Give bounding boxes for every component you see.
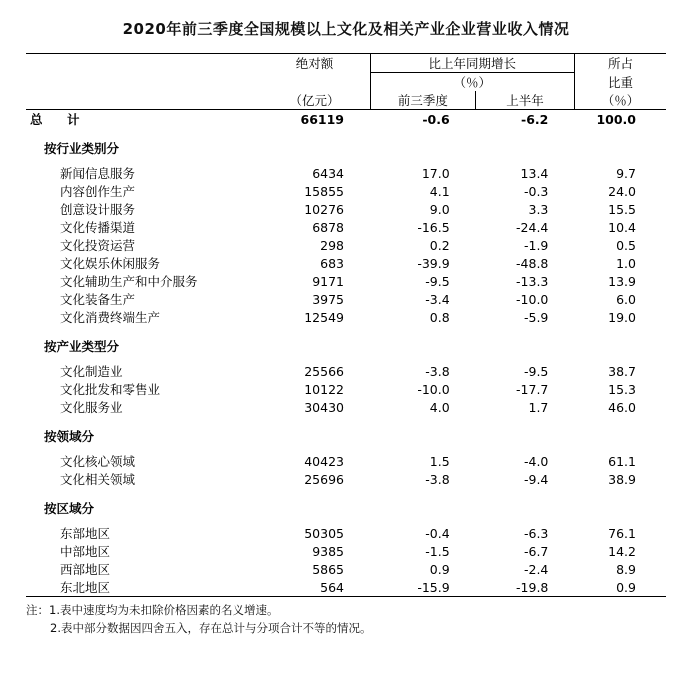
row-growth-q3: -0.4 [425, 525, 450, 541]
row-label: 新闻信息服务 [60, 166, 136, 181]
table-row [26, 164, 666, 182]
row-growth-h1: 3.3 [528, 201, 549, 217]
row-growth-h1: 1.7 [528, 399, 549, 415]
header-blank-cell-2 [26, 73, 259, 92]
row-growth-h1: -4.0 [524, 453, 549, 469]
row-label: 东北地区 [60, 580, 111, 595]
row-growth-h1: -24.4 [516, 219, 549, 235]
row-share: 13.9 [608, 273, 636, 289]
row-growth-q3: -3.8 [425, 471, 450, 487]
row-growth-h1: -13.3 [516, 273, 549, 289]
row-absolute: 9171 [312, 273, 344, 289]
table-row [26, 254, 666, 272]
row-growth-q3: 0.9 [429, 561, 450, 577]
row-growth-h1: -19.8 [516, 579, 549, 595]
row-label: 内容创作生产 [60, 184, 136, 199]
row-absolute: 30430 [304, 399, 344, 415]
table-row [26, 182, 666, 200]
row-growth-q3: -9.5 [425, 273, 450, 289]
row-growth-h1: -48.8 [516, 255, 549, 271]
row-growth-q3: -1.5 [425, 543, 450, 559]
row-share: 9.7 [616, 165, 636, 181]
total-row [26, 110, 666, 129]
header-growth-group: 比上年同期增长 [370, 54, 574, 73]
section-heading-row [26, 139, 666, 157]
row-label: 文化辅助生产和中介服务 [60, 274, 198, 289]
table-row [26, 380, 666, 398]
row-share: 61.1 [608, 453, 636, 469]
row-absolute: 10276 [304, 201, 344, 217]
table-header-row-1 [26, 54, 666, 73]
row-growth-h1: -9.5 [524, 363, 549, 379]
total-growth-q3: -0.6 [370, 110, 476, 129]
table-row [26, 542, 666, 560]
section-heading-row [26, 337, 666, 355]
note-line-2: 2.表中部分数据因四舍五入，存在总计与分项合计不等的情况。 [50, 620, 372, 635]
row-label: 文化娱乐休闲服务 [60, 256, 161, 271]
header-growth-q3: 前三季度 [370, 91, 476, 110]
table-header-row-2 [26, 73, 666, 92]
row-growth-q3: 0.2 [429, 237, 450, 253]
row-growth-q3: -39.9 [417, 255, 450, 271]
section-heading-row [26, 499, 666, 517]
row-growth-h1: -5.9 [524, 309, 549, 325]
row-growth-h1: -9.4 [524, 471, 549, 487]
row-share: 46.0 [608, 399, 636, 415]
row-growth-h1: -6.7 [524, 543, 549, 559]
row-growth-q3: -10.0 [417, 381, 450, 397]
row-growth-h1: -2.4 [524, 561, 549, 577]
spacer [26, 416, 666, 427]
table-row [26, 452, 666, 470]
header-growth-unit: （％） [370, 73, 574, 92]
row-label: 西部地区 [60, 562, 111, 577]
total-absolute: 66119 [259, 110, 370, 129]
row-label: 文化服务业 [60, 400, 123, 415]
row-absolute: 5865 [312, 561, 344, 577]
table-row [26, 236, 666, 254]
row-growth-q3: -15.9 [417, 579, 450, 595]
table-row [26, 578, 666, 597]
table-notes [26, 597, 666, 638]
row-absolute: 3975 [312, 291, 344, 307]
row-absolute: 25696 [304, 471, 344, 487]
section-title-field: 按领域分 [44, 429, 95, 444]
row-share: 76.1 [608, 525, 636, 541]
section-title-region: 按区域分 [44, 501, 95, 516]
row-growth-q3: 1.5 [429, 453, 450, 469]
row-share: 6.0 [616, 291, 636, 307]
header-growth-h1: 上半年 [476, 91, 575, 110]
total-label: 总 计 [30, 112, 86, 127]
page-title: 2020年前三季度全国规模以上文化及相关产业企业营业收入情况 [122, 20, 570, 38]
row-growth-h1: -1.9 [524, 237, 549, 253]
row-absolute: 6878 [312, 219, 344, 235]
row-absolute: 40423 [304, 453, 344, 469]
row-growth-h1: -6.3 [524, 525, 549, 541]
row-label: 文化传播渠道 [60, 220, 136, 235]
row-label: 文化批发和零售业 [60, 382, 161, 397]
section-title-industry: 按行业类别分 [44, 141, 120, 156]
row-share: 0.5 [616, 237, 636, 253]
row-growth-h1: -17.7 [516, 381, 549, 397]
row-growth-h1: -10.0 [516, 291, 549, 307]
row-share: 0.9 [616, 579, 636, 595]
row-label: 文化制造业 [60, 364, 123, 379]
row-label: 创意设计服务 [60, 202, 136, 217]
row-share: 10.4 [608, 219, 636, 235]
row-share: 1.0 [616, 255, 636, 271]
row-growth-q3: -3.4 [425, 291, 450, 307]
spacer [26, 128, 666, 139]
row-growth-h1: 13.4 [520, 165, 549, 181]
row-growth-q3: 4.1 [429, 183, 450, 199]
row-absolute: 25566 [304, 363, 344, 379]
total-share: 100.0 [574, 110, 666, 129]
table-row [26, 362, 666, 380]
header-absolute-unit: （亿元） [289, 93, 340, 108]
row-absolute: 6434 [312, 165, 344, 181]
row-absolute: 564 [320, 579, 344, 595]
header-share-2: 比重 [574, 73, 666, 92]
row-absolute: 683 [320, 255, 344, 271]
row-growth-q3: 0.8 [429, 309, 450, 325]
header-absolute-blank [259, 73, 370, 92]
row-share: 8.9 [616, 561, 636, 577]
note-line-1: 注：1.表中速度均为未扣除价格因素的名义增速。 [26, 603, 279, 617]
statistics-table [26, 53, 666, 597]
spacer [26, 355, 666, 362]
row-label: 文化相关领域 [60, 472, 136, 487]
table-row [26, 290, 666, 308]
table-row [26, 272, 666, 290]
row-share: 24.0 [608, 183, 636, 199]
row-absolute: 50305 [304, 525, 344, 541]
header-blank-cell-3 [26, 91, 259, 110]
row-share: 19.0 [608, 309, 636, 325]
table-row [26, 524, 666, 542]
row-absolute: 15855 [304, 183, 344, 199]
row-label: 文化核心领域 [60, 454, 136, 469]
row-growth-q3: -16.5 [417, 219, 450, 235]
row-absolute: 12549 [304, 309, 344, 325]
row-share: 15.5 [608, 201, 636, 217]
total-growth-h1: -6.2 [476, 110, 575, 129]
table-header-row-3 [26, 91, 666, 110]
table-row [26, 398, 666, 416]
row-label: 文化投资运营 [60, 238, 136, 253]
row-share: 38.7 [608, 363, 636, 379]
row-label: 文化装备生产 [60, 292, 136, 307]
row-growth-q3: 4.0 [429, 399, 450, 415]
table-row [26, 200, 666, 218]
row-absolute: 10122 [304, 381, 344, 397]
header-share: 所占 [574, 54, 666, 73]
table-row [26, 218, 666, 236]
table-row [26, 308, 666, 326]
table-row [26, 560, 666, 578]
row-growth-h1: -0.3 [524, 183, 549, 199]
row-growth-q3: 9.0 [429, 201, 450, 217]
table-row [26, 470, 666, 488]
row-share: 15.3 [608, 381, 636, 397]
section-title-industry-type: 按产业类型分 [44, 339, 120, 354]
spacer [26, 326, 666, 337]
header-share-unit: （％） [574, 91, 666, 110]
header-absolute: 绝对额 [259, 54, 370, 73]
spacer [26, 488, 666, 499]
section-heading-row [26, 427, 666, 445]
spacer [26, 157, 666, 164]
spacer [26, 517, 666, 524]
row-label: 中部地区 [60, 544, 111, 559]
row-share: 38.9 [608, 471, 636, 487]
row-growth-q3: -3.8 [425, 363, 450, 379]
row-share: 14.2 [608, 543, 636, 559]
row-label: 文化消费终端生产 [60, 310, 161, 325]
row-absolute: 298 [320, 237, 344, 253]
row-growth-q3: 17.0 [421, 165, 450, 181]
row-absolute: 9385 [312, 543, 344, 559]
row-label: 东部地区 [60, 526, 111, 541]
header-blank-cell [26, 54, 259, 73]
spacer [26, 445, 666, 452]
